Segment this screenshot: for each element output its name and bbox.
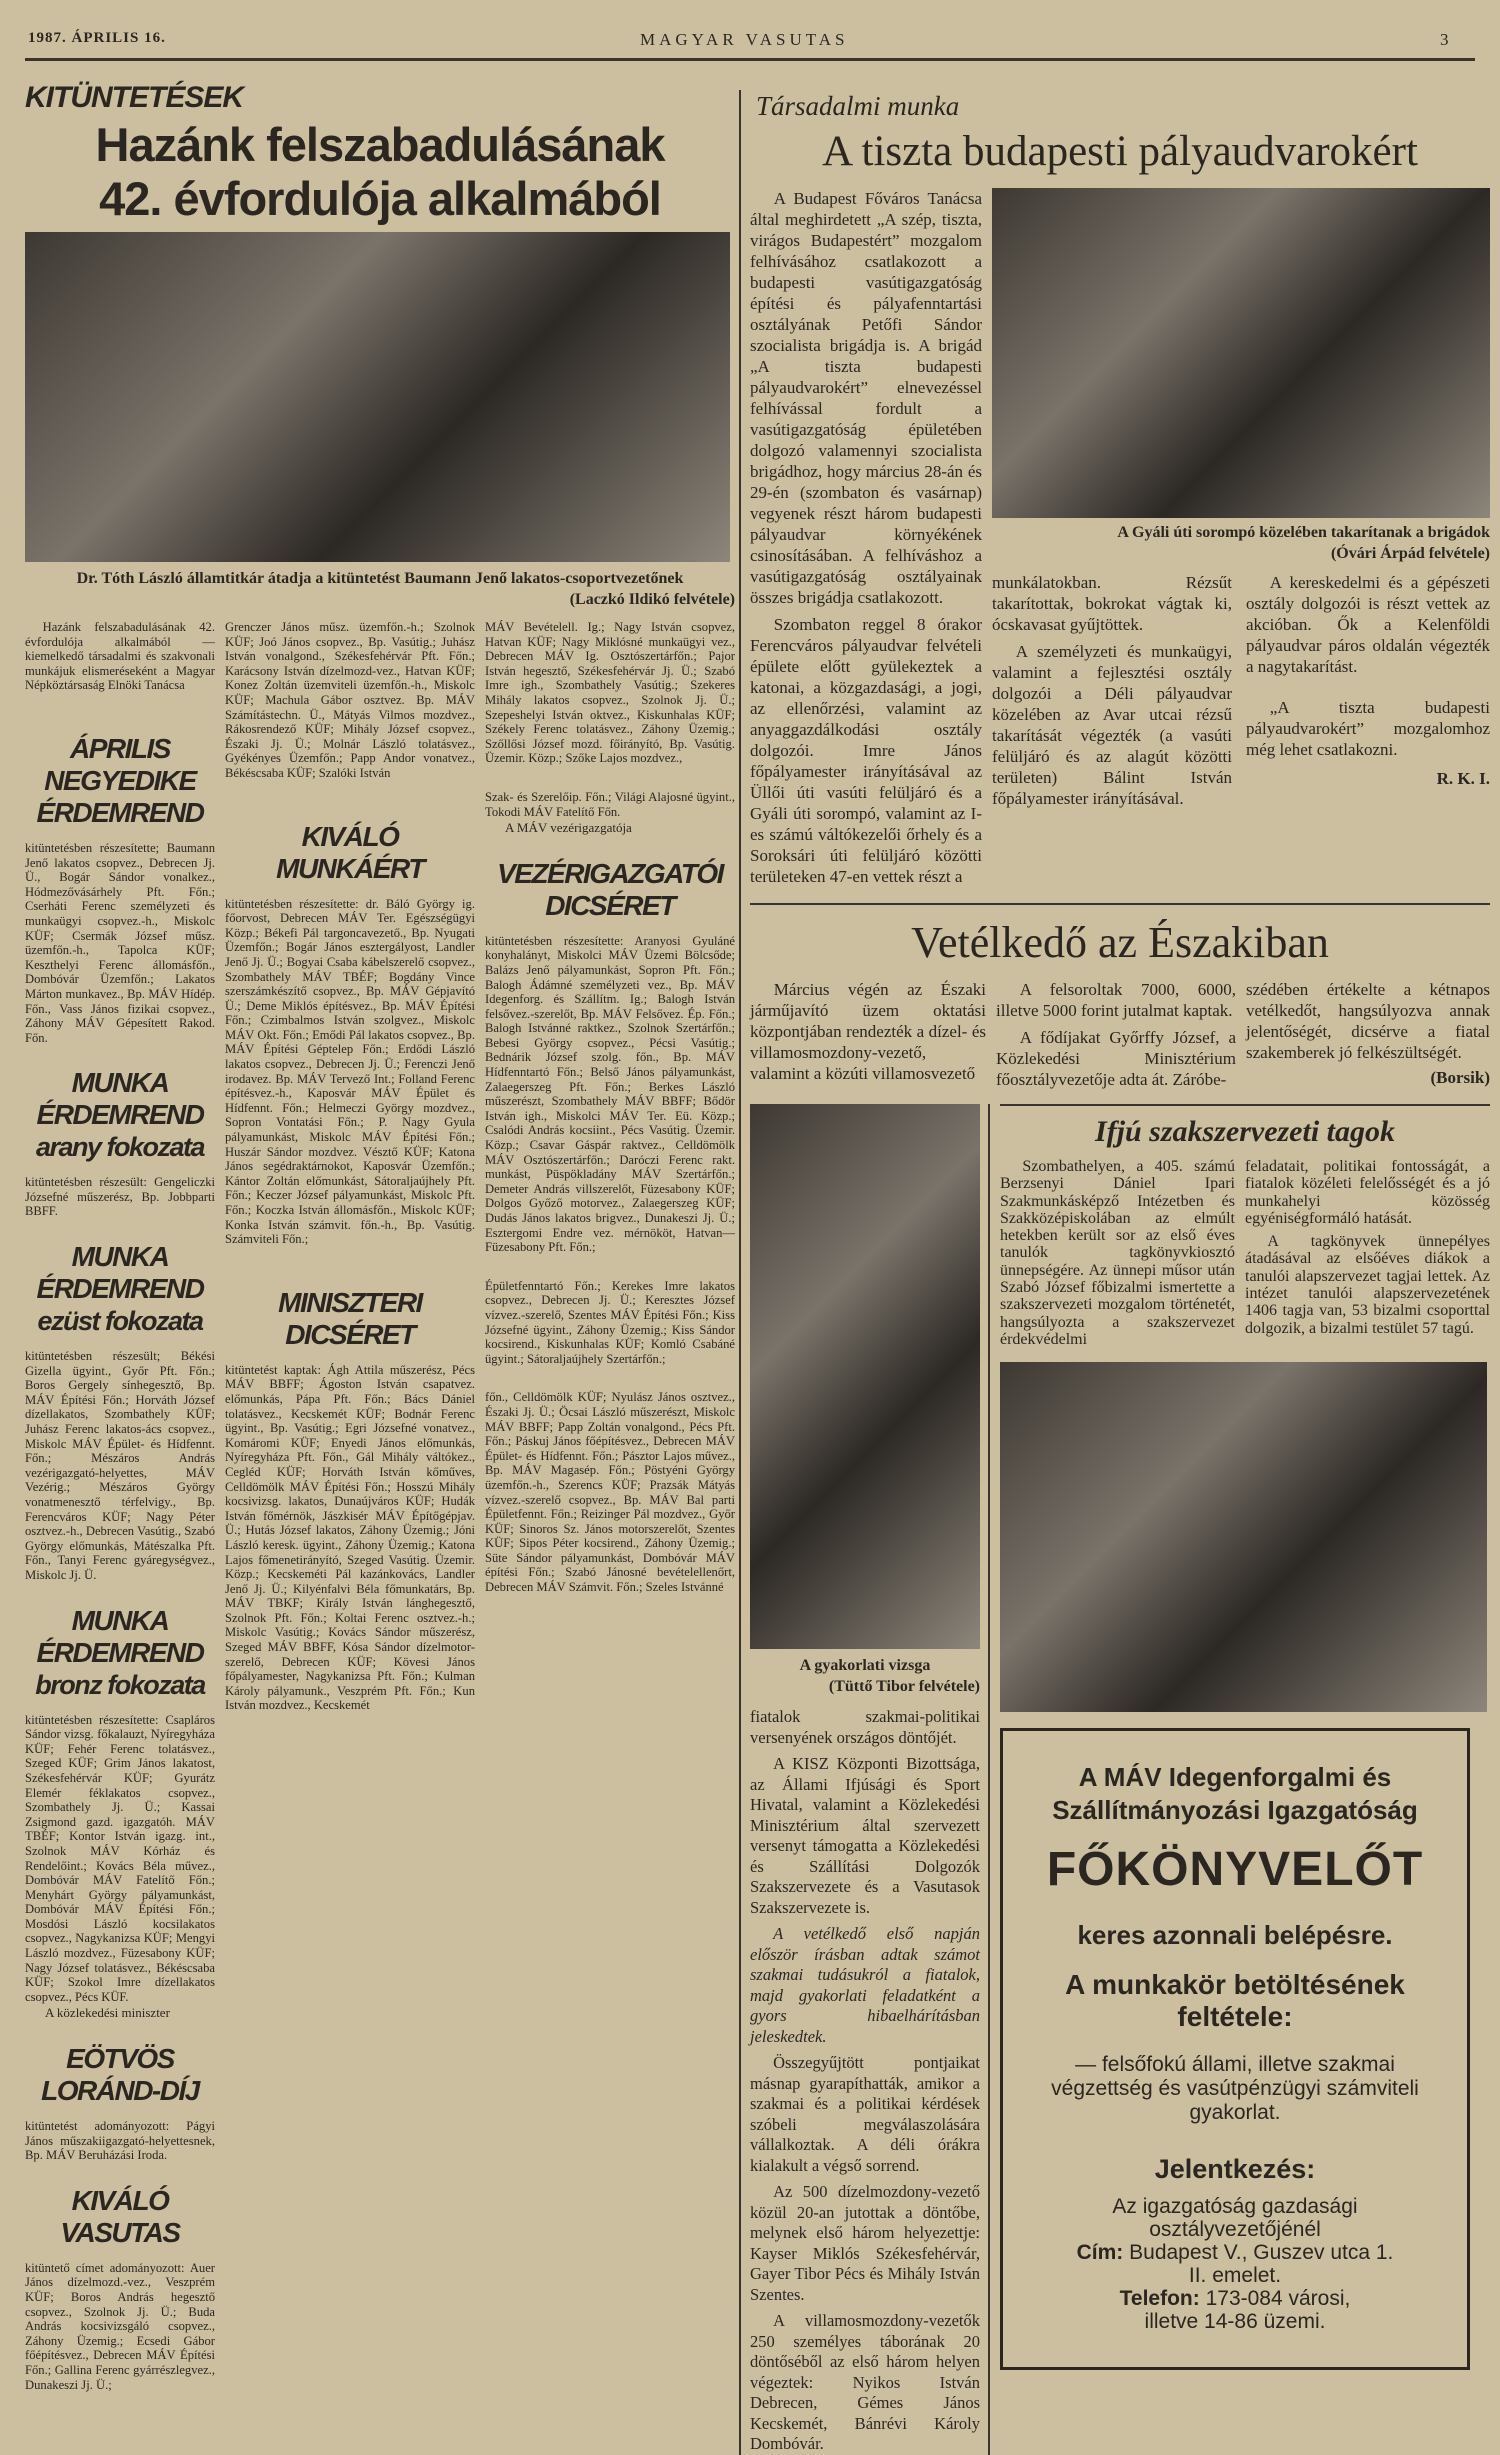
section-kicker: Társadalmi munka xyxy=(756,91,960,121)
ad-label: Telefon: xyxy=(1119,2287,1200,2311)
article-paragraph: Az 500 dízelmozdony-vezető közül 20-an jutottak a döntőbe, melynek első három helyezettje: Kayser Miklós Székesfehérvár, Gayer Tibor Pécs és Mihály István Szentes. xyxy=(750,2182,980,2304)
stations-column-3 xyxy=(1246,572,1490,789)
quiz-continuation xyxy=(750,1104,990,2455)
award-title: LORÁND-DÍJ xyxy=(41,2075,199,2107)
award-recipients: kitüntetésben részesült: Gengeliczki Józsefné műszerész, Bp. Jobbparti BBFF. xyxy=(25,1175,215,1219)
article-paragraph: Március végén az Északi járműjavító üzem oktatási központjában rendezték a dízel- és villamosmozdony-vezető, valamint a közúti villamosvezető xyxy=(750,980,986,1083)
article-paragraph: A villamosmozdony-vezetők 250 személyes táborának 20 döntőséből az első három helyen végeztek: Nyikos István Debrecen, Gémes János Kecskemét, Bánrévi Károly Dombóvár. xyxy=(750,2311,980,2453)
intro-text: Hazánk felszabadulásának 42. évfordulója alkalmából — kiemelkedő társadalmi és szakvonali munkájuk elismeréseként a Magyar Népköztársaság Elnöki Tanácsa xyxy=(25,620,215,693)
award-title: ÉRDEMREND xyxy=(36,1273,204,1305)
union-columns xyxy=(1000,1158,1490,1348)
award-recipients: Grenczer János műsz. üzemfőn.-h.; Szolnok KÜF; Joó János csopvez., Bp. Vasútig.; Juhász István vonalgond., Székesfehérvár Pft. Főn.; Karácsony István dízelmozd-vez., Hatvan KÜF; Konez Zoltán üzemviteli üzemfőn.-h., Miskolc KÜF; Machula Gábor osztvez. Bp. MÁV Számítástechn. Ü., Mátyás Vilmos mozdvez., Rákosrendező KÜF; Mihály József csopvez., Északi Jj. Ü.; Molnár László tolatásvez., Gyékényes Üzemfőn.; Papp Andor vonatvez., Békéscsaba KÜF; Szalóki István xyxy=(225,620,475,780)
award-column-1 xyxy=(25,620,215,2392)
quiz-column-1 xyxy=(750,979,986,1084)
lower-section xyxy=(750,1104,1490,2455)
ad-address xyxy=(1015,2241,1455,2264)
award-title: ÉRDEMREND xyxy=(36,1099,204,1131)
article-headline: Vetélkedő az Északiban xyxy=(911,918,1329,967)
award-title: MUNKA xyxy=(71,1604,169,1636)
stations-lower-columns xyxy=(992,572,1490,809)
photo-caption: A Gyáli úti sorompó közelében takarítanak a brigádok xyxy=(1117,524,1490,541)
headline xyxy=(25,118,735,226)
article-paragraph: „A tiszta budapesti pályaudvarokért” mozgalomhoz még lehet csatlakozni. xyxy=(1246,698,1490,759)
article-paragraph: feladatait, politikai fontosságát, a fiatalok közéleti felelősségét és a jó munkahelyi közösség egyéniségformáló hatását. xyxy=(1245,1158,1490,1227)
section-label: KITÜNTETÉSEK xyxy=(25,81,244,114)
award-heading-kivalo-vasutas: KIVÁLÓ VASUTAS xyxy=(60,2184,180,2248)
article-headline: Ifjú szakszervezeti tagok xyxy=(1095,1115,1395,1148)
ad-line: keres azonnali belépésre. xyxy=(1077,1920,1393,1951)
ad-line: A MÁV Idegenforgalmi és xyxy=(1078,1762,1392,1793)
article-paragraph: Összegyűjtött pontjaikat másnap gyarapíthatták, amikor a szakmai és a politikai kérdések szóbeli megválaszolására vállalkoztak. A déli órákra kialakult a végső sorrend. xyxy=(750,2053,980,2175)
headline-line-2: 42. évfordulója alkalmából xyxy=(99,172,661,225)
article-text xyxy=(750,1707,980,2455)
article-paragraph: A KISZ Központi Bizottsága, az Állami Ifjúsági és Sport Hivatal, valamint a Közlekedési Minisztérium által szervezett versenyt támogatta a Közlekedési és Szállítási Dolgozók Szakszervezete és a Vasutasok Szakszervezete is. xyxy=(750,1754,980,1917)
award-title: MUNKA xyxy=(71,1241,169,1273)
award-recipients: Épületfenntartó Főn.; Kerekes Imre lakatos csopvez., Debrecen Jj. Ü.; Keresztes József vízvez.-szerelő, Szentes MÁV Építési Főn.; Kiss Józsefné ügyint., Záhony Üzemig.; Kiss Sándor kocsirend., Kiskunhalas KÜF; Komló Csabáné ügyint.; Sátoraljaújhely Szertárfőn.; xyxy=(485,1278,735,1366)
award-heading-eotvos xyxy=(25,2043,215,2107)
award-title: EÖTVÖS xyxy=(66,2043,174,2075)
award-title: MUNKÁÉRT xyxy=(276,852,424,884)
section-rule xyxy=(750,903,1490,905)
photo-credit: (Tüttő Tibor felvétele) xyxy=(828,1678,980,1695)
article-paragraph: A kereskedelmi és a gépészeti osztály dolgozói is részt vettek az akcióban. Ők a Kelenföldi pályaudvar páros oldalán végezték a nagytakarítást. xyxy=(1246,573,1490,676)
article-paragraph: A fődíjakat Győrffy József, a Közlekedési Minisztérium főosztályvezetője adta át. Záróbe- xyxy=(996,1028,1236,1089)
award-subtitle: ezüst fokozata xyxy=(37,1306,203,1337)
newspaper-title: MAGYAR VASUTAS xyxy=(640,30,849,49)
ad-requirement: — felsőfokú állami, illetve szakmai végzettség és vasútpénzügyi számviteli gyakorlat. xyxy=(1051,2053,1419,2125)
ad-apply-heading: Jelentkezés: xyxy=(1154,2154,1316,2185)
ad-line: Az igazgatóság gazdasági xyxy=(1112,2195,1358,2219)
article-paragraph: Szombathelyen, a 405. számú Berzsenyi Dániel Ipari Szakmunkásképző Intézetben és Szakközépiskolában az elmúlt hetekben került sor az első éves tanulók tagkönyvkiosztó ünnepségére. Az ünnepi műsor után Szabó József főbizalmi ismertette a szakszervezeti mozgalom történetét, hangsúlyozta a szakszervezet érdekvédelmi xyxy=(1000,1158,1235,1348)
award-heading-kivalo-munkaert xyxy=(225,821,475,885)
award-title: ÁPRILIS xyxy=(70,732,170,764)
issue-date: 1987. ÁPRILIS 16. xyxy=(28,30,166,46)
quiz-column-3 xyxy=(1246,979,1490,1088)
ad-line: Szállítmányozási Igazgatóság xyxy=(1052,1795,1418,1826)
award-column-2 xyxy=(225,620,475,1713)
award-recipients: kitüntetésben részesítette; Baumann Jenő lakatos csopvez., Debrecen Jj. Ü., Bogár Sándor vonalkez., Hódmezővásárhely Pft. Főn.; Cserháti Ferenc személyzeti és munkaügyi csopvez.-h., Miskolc KÜF; Csermák József műsz. üzemfőn.-h., Tapolca KÜF; Keszthelyi Ferenc állomásfőn., Dombóvár Üzemfőn.; Lakatos Márton munkavez., Bp. MÁV Hídép. Főn., Vass János fizikai csopvez., Záhony MÁV Gépesített Rakod. Főn. xyxy=(25,840,215,1045)
award-recipients: MÁV Bevételell. Ig.; Nagy István csopvez, Hatvan KÜF; Nagy Miklósné munkaügyi vez., Debrecen MÁV Ig. Osztószertárfőn.; Pajor István hegesztő, Székesfehérvár Jj. Ü.; Szabó Imre igh., Szombathely Vasútig.; Szekeres Mihály lakatos csopvez., Szolnok Jj. Ü.; Szepeshelyi István oktvez., Kiskunhalas KÜF; Székely Ferenc tolatásvez., Záhony Üzemig.; Szőllősi József mozd. főirányító, Bp. Vasútig. Üzemir. Közp.; Szőke Lajos mozdvez., xyxy=(485,620,735,766)
signature: A közlekedési miniszter xyxy=(45,2005,170,2021)
photo-credit: (Óvári Árpád felvétele) xyxy=(1330,545,1490,562)
article-paragraph: Szombaton reggel 8 órakor Ferencváros pályaudvar felvételi épülete előtt gyülekeztek a katonai, a közgazdasági, a jogi, az ellenőrzési, valamint az anyaggazdálkodási osztály dolgozói. Imre János főpályamester irányításával az Üllői úti vasúti felüljáró és a Gyáli úti sorompó, valamint az I-es számú váltókezelői őrhely és a Soroksári úti felüljáró közötti területeken 47-en vettek részt a xyxy=(750,615,982,886)
award-title: DICSÉRET xyxy=(285,1318,415,1350)
article-paragraph: szédében értékelte a kétnapos vetélkedőt, hangsúlyozva annak jelentőségét, dicsérve a fiatal szakemberek jó felkészültségét. xyxy=(1246,980,1490,1062)
signature: A MÁV vezérigazgatója xyxy=(505,820,632,836)
quiz-column-2 xyxy=(996,979,1236,1090)
photo-caption: A gyakorlati vizsga xyxy=(799,1657,931,1674)
union-column-1 xyxy=(1000,1158,1235,1348)
article-paragraph: A Budapest Főváros Tanácsa által meghirdetett „A szép, tiszta, virágos Budapestért” mozgalom felhívásához csatlakozott a budapesti vasútigazgatóság építési és pályafenntartási osztályának Petőfi Sándor szocialista brigádja is. A brigád „A tiszta budapesti pályaudvarokért” elnevezéssel felhívással fordult a vasútigazgatóság épületében dolgozó valamennyi szocialista brigádhoz, hogy március 28-án és 29-én (szombaton és vasárnap) vegyenek részt három budapesti pályaudvar környékének csinosításában. A felhíváshoz a vasútigazgatóság osztályainak összes brigádja csatlakozott. xyxy=(750,189,982,607)
photo-credit: (Laczkó Ildikó felvétele) xyxy=(569,591,735,608)
ad-line: illetve 14-86 üzemi. xyxy=(1144,2310,1326,2334)
award-heading-vezerigazgatoi xyxy=(485,858,735,922)
author: (Borsik) xyxy=(1430,1068,1490,1087)
award-heading-aprilis xyxy=(25,733,215,829)
stations-column-2 xyxy=(992,572,1232,809)
award-title: VEZÉRIGAZGATÓI xyxy=(497,857,723,889)
award-recipients: Szak- és Szerelőip. Főn.; Világi Alajosné ügyint., Tokodi MÁV Fatelítő Főn. xyxy=(485,789,735,819)
award-ceremony-photo xyxy=(25,232,730,562)
stations-photo-area xyxy=(992,188,1490,809)
union-column-2 xyxy=(1245,1158,1490,1337)
award-heading-miniszteri xyxy=(225,1287,475,1351)
award-recipients: kitüntető címet adományozott: Auer János dízelmozd.-vez., Veszprém KÜF; Boros András hegesztő csopvez., Szolnok Jj. Ü.; Buda András kocsivizsgáló csopvez., Záhony Üzemig.; Ecsedi Gábor főépítésvez., Debrecen MÁV Építési Főn.; Gallina Ferenc gyárrészlegvez., Dunakeszi Jj. Ü.; xyxy=(25,2260,215,2392)
article-paragraph: A vetélkedő első napján először írásban adtak számot szakmai tudásukról a fiatalok, majd gyakorlati feladatként a gyors hibaelhárításban jeleskedtek. xyxy=(750,1924,980,2046)
award-title: NEGYEDIKE xyxy=(44,764,196,796)
ad-line: A munkakör betöltésének xyxy=(1065,1969,1405,2001)
award-recipients: kitüntetésben részesítette: Aranyosi Gyuláné konyhalányt, Miskolci MÁV Üzemi Bölcsőde; Balázs Jenő pályamunkást, Sopron Pft. Főn.; Balogh Ádámné személyzeti vez., Bp. MÁV Idegenforg. és Szállítm. Ig.; Balogh István felsővez.-szerelőt, Bp. MÁV Felsővez. Ép. Főn.; Balogh Istvánné raktkez., Szolnok Szertárfőn.; Bebesi György csopvez., Pécsi Vasútig.; Bednárik József szolg. főn., Bp. MÁV Hídfenntartó Főn.; Belső János pályamunkást, Zalaegerszeg Pft. Főn.; Berkes László műszerészt, Szombathely MÁV BBFF; Bődör István igh., Miskolci MÁV Ter. Eü. Közp.; Csalódi András kocsiint., Pécs Vasútig. Üzemir. Közp.; Csavar Gáspár raktvez., Celldömölk MÁV Osztószertárfőn.; Daróczi Ferenc rakt. munkást, Püspökladány MÁV Szertárfőn.; Demeter András villszerelőt, Füzesabony KÜF; Dolgos Győző motorvez., Zalaegerszeg KÜF; Dudás János lakatos brigvez., Dunakeszi Jj. Ü.; Esztergomi Endre vez. mérnököt, Hatvan—Füzesabony Pft. Főn.; xyxy=(485,933,735,1255)
article-paragraph: A felsoroltak 7000, 6000, illetve 5000 forint jutalmat kaptak. xyxy=(996,980,1236,1020)
ad-position: FŐKÖNYVELŐT xyxy=(1046,1843,1424,1897)
section-rule xyxy=(1000,1104,1490,1106)
award-recipients: kitüntetést kaptak: Ágh Attila műszerész, Pécs MÁV BBFF; Ágoston István csapatvez. előmunkás, Pápa Pft. Főn.; Bács Dániel tolatásvez., Kecskemét KÜF; Bodnár Ferenc ügyint., Bp. Vasútig.; Egri Józsefné vonatvez., Komáromi KÜF; Enyedi János előmunkás, Nyíregyháza Pft. Főn., Gál Mihály váltókez., Cegléd KÜF; Horváth István kőműves, Celldömölk MÁV Építési Főn.; Hosszú Mihály kocsivizsg. lakatos, Dunaújváros KÜF; Hudák István főmérnök, Jászkisér MÁV Építőgépjav. Ü.; Hutás József lakatos, Záhony Üzemig.; Jóni László keresk. ügyint., Záhony Üzemig.; Katona Lajos főmenetirányító, Szeged Vasútig. Üzemir. Közp.; Kecskeméti Pál kazánkovács, Landler Jenő Jj. Ü.; Kilyénfalvi Béla főmunkatárs, Bp. MÁV TBKF; Király István lánghegesztő, Szolnok Pft. Főn.; Koltai Ferenc osztvez.-h.; Miskolc Vasútig.; Kovács Sándor műszerész, Szeged MÁV BBFF, Kósa Sándor dízelmotor-szerelő, Debrecen KÜF; Kövesi János főpályamester, Nagykanizsa Pft. Főn.; Kulman Károly pályamunk., Veszprém Pft. Főn.; Kun István mozdvez., Kecskemét xyxy=(225,1362,475,1713)
job-advertisement xyxy=(1000,1728,1470,2370)
award-recipients: főn., Celldömölk KÜF; Nyulász János osztvez., Északi Jj. Ü.; Öcsai László műszerészt, Miskolc MÁV BBFF; Papp Zoltán vonalgond., Pécs Pft. Főn.; Páskuj János főépítésvez., Debrecen MÁV Épület- és Hídfennt. Főn.; Pásztor Lajos művez., Bp. MÁV Magasép. Főn.; Pöstyéni György üzemfőn.-h., Szerencs KÜF; Prazsák Mátyás vízvez.-szerelő csopvez., Bp. MÁV Bal parti Épületfennt. Főn.; Reizinger Pál mozdvez., Győr KÜF; Sinoros Sz. János motorszerelőt, Szentes KÜF; Sipos Péter kocsirend., Záhony Üzemig.; Süte Sándor pályamunkást, Dombóvár MÁV építési Főn.; Szabó Jánosné bevételellenőrt, Debrecen MÁV Számvit. Főn.; Szeles Istvánné xyxy=(485,1390,735,1595)
article-paragraph: munkálatokban. Rézsűt takarítottak, bokrokat vágtak ki, ócskavasat gyűjtöttek. xyxy=(992,573,1232,634)
award-recipients: kitüntetésben részesítette: dr. Báló György ig. főorvost, Debrecen MÁV Ter. Egészségügyi Közp.; Békefi Pál targoncavezető., Bp. Nyugati Üzemfőn.; Bogár János esztergályost, Landler Jenő Jj. Ü.; Bogyai Csaba kábelszerelő csopvez., Szombathely MÁV TBÉF; Bogdány Vince szerszámkészítő csopvez., Bp. MÁV Gépjavító Ü.; Deme Miklós építésvez., Bp. MÁV Építési Főn.; Czimbalmos István szolgvez., Miskolc MÁV Okt. Főn.; Emődi Pál lakatos csopvez., Bp. MÁV Építési Géptelep Főn.; Erdődi László lakatos csopvez., Debrecen Jj. Ü.; Ferenczi Jenő irodavez. Bp. MÁV Tervező Int.; Folland Ferenc építésvez.-h., Kaposvár MÁV Épület és Hídfennt. Főn.; Helmeczi György mozdvez., Sopron Vontatási Főn.; P. Nagy Gyula pályamunkást, Miskolc MÁV Építési Főn.; Huszár Sándor mozdvez. Vésztő KÜF; Katona János segédraktárnokot, Kaposvár Üzemfőn.; Kántor Zoltán előmunkást, Sátoraljaújhely Pft. Főn.; Keczer József pályamunkást, Miskolc Pft. Főn.; Koczka István állomásfőn., Miskolc KÜF; Konka István számvit. főn.-h., Bp. Vasútig. Számviteli Főn.; xyxy=(225,896,475,1247)
award-title: MINISZTERI xyxy=(278,1286,422,1318)
ad-value: Budapest V., Guszev utca 1. xyxy=(1129,2241,1394,2265)
article-paragraph: fiatalok szakmai-politikai versenyének országos döntőjét. xyxy=(750,1707,980,1747)
award-heading-arany xyxy=(25,1067,215,1163)
stations-article xyxy=(750,188,1490,887)
award-subtitle: bronz fokozata xyxy=(35,1669,205,1700)
award-title: ÉRDEMREND xyxy=(36,796,204,828)
photo-caption: Dr. Tóth László államtitkár átadja a kitüntetést Baumann Jenő lakatos-csoportvezetőnek xyxy=(76,570,684,587)
article-paragraph: A tagkönyvek ünnepélyes átadásával az elsőéves diákok a tanulói alapszervezet tagjai lettek. Az intézet tanulói alapszervezetének 1406 tagja van, 53 bizalmi csoporttal dolgozik, a bizalmi testület 57 tagú. xyxy=(1245,1233,1490,1337)
headline-line-1: Hazánk felszabadulásának xyxy=(95,118,665,171)
ad-label: Cím: xyxy=(1076,2241,1124,2265)
practical-exam-photo xyxy=(750,1104,980,1649)
header-rule xyxy=(25,58,1475,61)
ad-line: II. emelet. xyxy=(1188,2264,1282,2288)
students-ceremony-photo xyxy=(1000,1362,1487,1712)
article-paragraph: A személyzeti és munkaügyi, valamint a fejlesztési osztály dolgozói a Déli pályaudvar közelében az Avar utcai rézsű takarítását végezték (a vasúti felüljáró és az alagút közötti területen) Bálint István főpályamester irányításával. xyxy=(992,642,1232,808)
award-heading-ezust xyxy=(25,1241,215,1337)
award-recipients: kitüntetésben részesült; Békési Gizella ügyint., Győr Pft. Főn.; Boros Gergely sínhegesztő, Bp. MÁV Építési Főn.; Horváth József dízellakatos, Szombathely KÜF; Juhász Ferenc lakatos-ács csopvez., Miskolc MÁV Épület- és Hídfennt. Főn.; Mészáros András vezérigazgató-helyettes, MÁV Vezérig.; Mészáros György vonatmenesztő térfelvigy., Bp. Ferencváros KÜF; Nagy Péter osztvez.-h., Debrecen Vasútig., Szabó György előmunkás, Mátészalka Pft. Főn., Tanyi Ferenc gyáregységvez., Miskolc Jj. Ü. xyxy=(25,1349,216,1582)
award-recipients: kitüntetésben részesítette: Csapláros Sándor vizsg. főkalauzt, Nyíregyháza KÜF; Fehér Ferenc tolatásvez., Szeged KÜF; Grim János lakatost, Székesfehérvár KÜF; Gyurátz Elemér féklakatos csopvez., Szombathely Jj. Ü.; Kassai Zsigmond gazd. igazgatóh. MÁV TBÉF; Kontor István igazg. int., Szolnok MÁV Kórház és Rendelőint.; Kovács Béla művez., Dombóvár MÁV Fatelítő Főn.; Menyhárt György pályamunkást, Dombóvár MÁV Építési Főn.; Mosdósi László kocsilakatos csopvez., Nagykanizsa KÜF; Mengyi László mozdvez., Füzesabony KÜF; Nagy József tolatásvez., Békéscsaba KÜF; Szokol Imre dízellakatos csopvez., Pécs KÜF. xyxy=(25,1712,215,2004)
page-number: 3 xyxy=(1440,30,1450,49)
right-side xyxy=(739,90,1490,2455)
award-title: MUNKA xyxy=(71,1067,169,1099)
quiz-columns xyxy=(750,979,1490,1090)
ad-line: feltétele: xyxy=(1177,2001,1293,2033)
ad-phone xyxy=(1015,2287,1455,2310)
award-title: ÉRDEMREND xyxy=(36,1636,204,1668)
award-columns xyxy=(25,620,735,2392)
author: R. K. I. xyxy=(1436,769,1490,788)
awards-article xyxy=(25,80,735,2392)
ad-line: osztályvezetőjénél xyxy=(1149,2218,1321,2242)
track-cleaning-photo xyxy=(992,188,1490,518)
award-heading-bronz xyxy=(25,1605,215,1701)
award-title: KIVÁLÓ xyxy=(301,820,399,852)
ad-value: 173-084 városi, xyxy=(1205,2287,1351,2311)
article-headline: A tiszta budapesti pályaudvarokért xyxy=(822,128,1418,175)
award-subtitle: arany fokozata xyxy=(35,1132,205,1163)
award-title: DICSÉRET xyxy=(545,889,675,921)
award-recipients: kitüntetést adományozott: Págyi János műszakiigazgató-helyettesnek, Bp. MÁV Beruházási Iroda. xyxy=(25,2119,215,2163)
award-column-3 xyxy=(485,620,735,1595)
stations-text-column xyxy=(750,188,982,887)
union-and-ad xyxy=(990,1104,1490,2370)
